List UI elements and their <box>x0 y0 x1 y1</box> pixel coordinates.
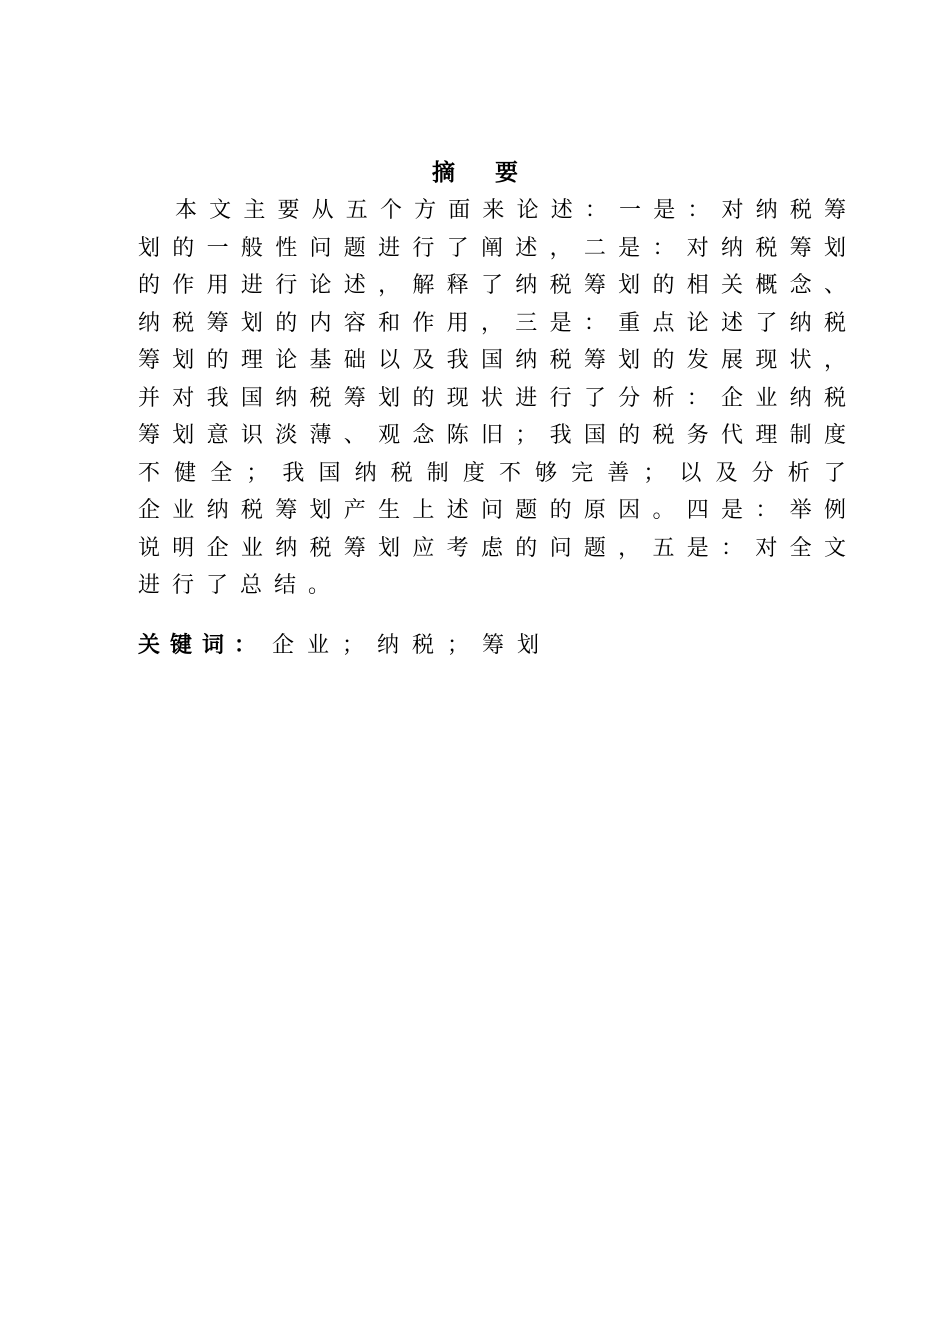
abstract-char: ： <box>686 385 709 411</box>
abstract-char: 举 <box>789 498 812 523</box>
abstract-line <box>138 380 846 418</box>
abstract-char: 展 <box>721 348 744 373</box>
abstract-char: 陈 <box>446 423 469 448</box>
abstract-char: 题 <box>515 498 538 523</box>
abstract-char: ， <box>480 310 503 336</box>
abstract-char: 进 <box>515 385 538 411</box>
abstract-char: 论 <box>275 348 298 373</box>
abstract-char: 了 <box>480 273 503 298</box>
abstract-char: 税 <box>823 310 846 336</box>
abstract-char: 是 <box>549 310 572 336</box>
abstract-char: 善 <box>607 460 630 486</box>
abstract-char: 制 <box>789 423 812 448</box>
abstract-char: 筹 <box>206 310 229 336</box>
keywords-values: 企业；纳税；筹划 <box>272 633 553 658</box>
abstract-char: 税 <box>755 235 778 261</box>
abstract-char: 五 <box>345 198 368 223</box>
abstract-char: 纳 <box>755 198 778 223</box>
abstract-char: 划 <box>138 235 161 261</box>
abstract-char: 析 <box>652 385 675 411</box>
abstract-char: 划 <box>309 498 332 523</box>
abstract-char: 状 <box>789 348 812 373</box>
abstract-char: 筹 <box>138 423 161 448</box>
abstract-char: 论 <box>686 310 709 336</box>
abstract-char: 重 <box>618 310 641 336</box>
abstract-char: 代 <box>721 423 744 448</box>
abstract-char: 应 <box>412 535 435 561</box>
abstract-char: 业 <box>240 535 263 561</box>
abstract-char: 状 <box>480 385 503 411</box>
abstract-char: 述 <box>343 273 366 298</box>
keywords <box>138 628 552 664</box>
abstract-char: 的 <box>652 348 675 373</box>
abstract-char: 够 <box>535 460 558 486</box>
abstract-char: 筹 <box>138 348 161 373</box>
abstract-char: 原 <box>583 498 606 523</box>
abstract-char: 三 <box>515 310 538 336</box>
abstract-line <box>138 455 846 493</box>
abstract-char: 虑 <box>480 535 503 561</box>
abstract-char: 全 <box>789 535 812 561</box>
abstract-char: ： <box>755 498 778 523</box>
abstract-char: 筹 <box>583 348 606 373</box>
abstract-char: 发 <box>686 348 709 373</box>
abstract-char: 业 <box>172 498 195 523</box>
abstract-char: 面 <box>448 198 471 223</box>
abstract-char: 不 <box>138 460 161 486</box>
abstract-line <box>138 492 846 530</box>
abstract-char: 划 <box>172 348 195 373</box>
abstract-char: 的 <box>549 498 572 523</box>
abstract-char: 纳 <box>354 460 377 486</box>
abstract-char: 说 <box>138 535 161 561</box>
abstract-char: ； <box>246 460 269 486</box>
abstract-line <box>138 267 846 305</box>
abstract-char: 我 <box>282 460 305 486</box>
abstract-char: 二 <box>583 235 606 261</box>
abstract-char: 的 <box>412 385 435 411</box>
abstract-char: 述 <box>446 498 469 523</box>
abstract-char: 解 <box>412 273 435 298</box>
abstract-char: 国 <box>583 423 606 448</box>
abstract-char: 基 <box>309 348 332 373</box>
abstract-char: 四 <box>686 498 709 523</box>
abstract-char: 健 <box>174 460 197 486</box>
abstract-char: 的 <box>172 235 195 261</box>
abstract-char: 了 <box>583 385 606 411</box>
abstract-line <box>138 417 846 455</box>
abstract-char: 是 <box>686 535 709 561</box>
abstract-char: 是 <box>721 498 744 523</box>
abstract-char: ， <box>378 273 401 298</box>
abstract-char: 题 <box>343 235 366 261</box>
abstract-line <box>138 305 846 343</box>
abstract-char: 税 <box>390 460 413 486</box>
abstract-char: 作 <box>172 273 195 298</box>
abstract-char: 要 <box>277 198 300 223</box>
abstract-char: 税 <box>823 385 846 411</box>
abstract-line <box>138 192 846 230</box>
abstract-char: 识 <box>240 423 263 448</box>
abstract-char: 税 <box>240 498 263 523</box>
abstract-char: 纳 <box>721 235 744 261</box>
abstract-char: ： <box>687 198 710 223</box>
abstract-char: ， <box>549 235 572 261</box>
abstract-char: 文 <box>209 198 232 223</box>
abstract-char: 是 <box>618 235 641 261</box>
abstract-char: 明 <box>172 535 195 561</box>
abstract-char: 纳 <box>515 348 538 373</box>
abstract-char: 及 <box>412 348 435 373</box>
abstract-char: 问 <box>309 235 332 261</box>
abstract-char: 划 <box>240 310 263 336</box>
abstract-char: 、 <box>823 273 846 298</box>
abstract-char: 一 <box>206 235 229 261</box>
abstract-char: 税 <box>549 348 572 373</box>
abstract-char: 述 <box>550 198 573 223</box>
abstract-char: 行 <box>412 235 435 261</box>
abstract-char: 考 <box>446 535 469 561</box>
abstract-char: 的 <box>206 348 229 373</box>
abstract-char: 纳 <box>206 498 229 523</box>
abstract-char: 划 <box>618 273 641 298</box>
abstract-char: 容 <box>343 310 366 336</box>
abstract-char: ： <box>584 198 607 223</box>
abstract-char: 划 <box>378 385 401 411</box>
abstract-char: 相 <box>686 273 709 298</box>
abstract-char: 度 <box>823 423 846 448</box>
abstract-char: 础 <box>343 348 366 373</box>
abstract-char: ： <box>652 235 675 261</box>
abstract-char: 分 <box>618 385 641 411</box>
abstract-char: 了 <box>755 310 778 336</box>
abstract-char: 国 <box>318 460 341 486</box>
abstract-char: 以 <box>679 460 702 486</box>
abstract-char: 关 <box>721 273 744 298</box>
abstract-char: 纳 <box>515 273 538 298</box>
abstract-char: 述 <box>515 235 538 261</box>
abstract-body <box>138 192 846 605</box>
abstract-char: 筹 <box>343 535 366 561</box>
abstract-char: ， <box>618 535 641 561</box>
abstract-char: 性 <box>275 235 298 261</box>
abstract-char: 因 <box>618 498 641 523</box>
abstract-char: 用 <box>446 310 469 336</box>
abstract-char: 题 <box>583 535 606 561</box>
abstract-char: 纳 <box>275 535 298 561</box>
abstract-char: 生 <box>378 498 401 523</box>
abstract-char: 企 <box>721 385 744 411</box>
abstract-char: 文 <box>823 535 846 561</box>
abstract-char: 全 <box>210 460 233 486</box>
abstract-char: 务 <box>686 423 709 448</box>
abstract-char: 进 <box>240 273 263 298</box>
abstract-char: 主 <box>243 198 266 223</box>
abstract-char: ； <box>643 460 666 486</box>
abstract-char: 进 <box>378 235 401 261</box>
abstract-char: 行 <box>549 385 572 411</box>
abstract-char: 税 <box>789 198 812 223</box>
abstract-char: 我 <box>206 385 229 411</box>
abstract-char: 并 <box>138 385 161 411</box>
abstract-char: 不 <box>498 460 521 486</box>
abstract-char: 点 <box>652 310 675 336</box>
abstract-char: 国 <box>240 385 263 411</box>
abstract-char: 薄 <box>309 423 332 448</box>
abstract-char: 筹 <box>823 198 846 223</box>
abstract-line <box>138 530 846 568</box>
abstract-line <box>138 342 846 380</box>
keywords-label: 关键词： <box>138 633 267 658</box>
abstract-line: 进行了总结。 <box>138 573 343 598</box>
abstract-char: 阐 <box>480 235 503 261</box>
abstract-char: 划 <box>378 535 401 561</box>
abstract-char: 企 <box>138 498 161 523</box>
abstract-char: 来 <box>482 198 505 223</box>
abstract-char: 的 <box>275 310 298 336</box>
abstract-char: 了 <box>446 235 469 261</box>
abstract-char: 概 <box>755 273 778 298</box>
abstract-char: 业 <box>755 385 778 411</box>
abstract-char: 的 <box>618 423 641 448</box>
abstract-char: 纳 <box>138 310 161 336</box>
abstract-char: 本 <box>175 198 198 223</box>
abstract-char: 念 <box>789 273 812 298</box>
abstract-char: 释 <box>446 273 469 298</box>
abstract-char: ； <box>515 423 538 448</box>
abstract-char: 论 <box>309 273 332 298</box>
abstract-char: 问 <box>549 535 572 561</box>
abstract-char: 税 <box>172 310 195 336</box>
abstract-char: 企 <box>206 535 229 561</box>
abstract-char: 、 <box>343 423 366 448</box>
abstract-char: 税 <box>652 423 675 448</box>
abstract-char: 论 <box>516 198 539 223</box>
abstract-char: 筹 <box>583 273 606 298</box>
abstract-char: 旧 <box>480 423 503 448</box>
abstract-char: 析 <box>787 460 810 486</box>
abstract-char: 念 <box>412 423 435 448</box>
abstract-char: 理 <box>755 423 778 448</box>
abstract-char: 般 <box>240 235 263 261</box>
abstract-char: 例 <box>823 498 846 523</box>
abstract-char: 划 <box>618 348 641 373</box>
abstract-char: 我 <box>549 423 572 448</box>
abstract-char: 制 <box>426 460 449 486</box>
abstract-char: 对 <box>721 198 744 223</box>
abstract-char: 现 <box>755 348 778 373</box>
abstract-char: 纳 <box>275 385 298 411</box>
abstract-char: 理 <box>240 348 263 373</box>
abstract-char: 纳 <box>789 385 812 411</box>
abstract-char: 方 <box>414 198 437 223</box>
abstract-char: 度 <box>462 460 485 486</box>
abstract-char: ， <box>823 348 846 373</box>
abstract-char: 观 <box>378 423 401 448</box>
abstract-char: 五 <box>652 535 675 561</box>
abstract-char: 了 <box>823 460 846 486</box>
abstract-char: 对 <box>755 535 778 561</box>
abstract-char: 我 <box>446 348 469 373</box>
abstract-char: 的 <box>138 273 161 298</box>
abstract-char: 分 <box>751 460 774 486</box>
abstract-char: 筹 <box>275 498 298 523</box>
abstract-char: 内 <box>309 310 332 336</box>
abstract-char: 淡 <box>275 423 298 448</box>
abstract-line <box>138 230 846 268</box>
abstract-char: 问 <box>480 498 503 523</box>
abstract-char: 对 <box>172 385 195 411</box>
abstract-char: 个 <box>379 198 402 223</box>
abstract-char: 从 <box>311 198 334 223</box>
abstract-char: ： <box>583 310 606 336</box>
abstract-char: 税 <box>309 385 332 411</box>
abstract-char: 是 <box>653 198 676 223</box>
abstract-char: 税 <box>309 535 332 561</box>
abstract-char: 划 <box>823 235 846 261</box>
abstract-char: 的 <box>515 535 538 561</box>
abstract-char: 筹 <box>343 385 366 411</box>
abstract-char: 完 <box>571 460 594 486</box>
abstract-char: 及 <box>715 460 738 486</box>
abstract-char: 纳 <box>789 310 812 336</box>
abstract-char: 行 <box>275 273 298 298</box>
abstract-char: 现 <box>446 385 469 411</box>
abstract-char: 税 <box>549 273 572 298</box>
abstract-char: 以 <box>378 348 401 373</box>
abstract-char: 用 <box>206 273 229 298</box>
abstract-char: 划 <box>172 423 195 448</box>
abstract-char: 上 <box>412 498 435 523</box>
abstract-char: 和 <box>378 310 401 336</box>
abstract-char: 的 <box>652 273 675 298</box>
abstract-char: 产 <box>343 498 366 523</box>
abstract-char: 对 <box>686 235 709 261</box>
abstract-char: 国 <box>480 348 503 373</box>
abstract-char: 筹 <box>789 235 812 261</box>
abstract-char: 述 <box>721 310 744 336</box>
abstract-char: 一 <box>619 198 642 223</box>
page-title: 摘要 <box>432 160 558 186</box>
abstract-char: ： <box>721 535 744 561</box>
abstract-char: 作 <box>412 310 435 336</box>
abstract-char: 意 <box>206 423 229 448</box>
abstract-char: 。 <box>652 498 675 523</box>
